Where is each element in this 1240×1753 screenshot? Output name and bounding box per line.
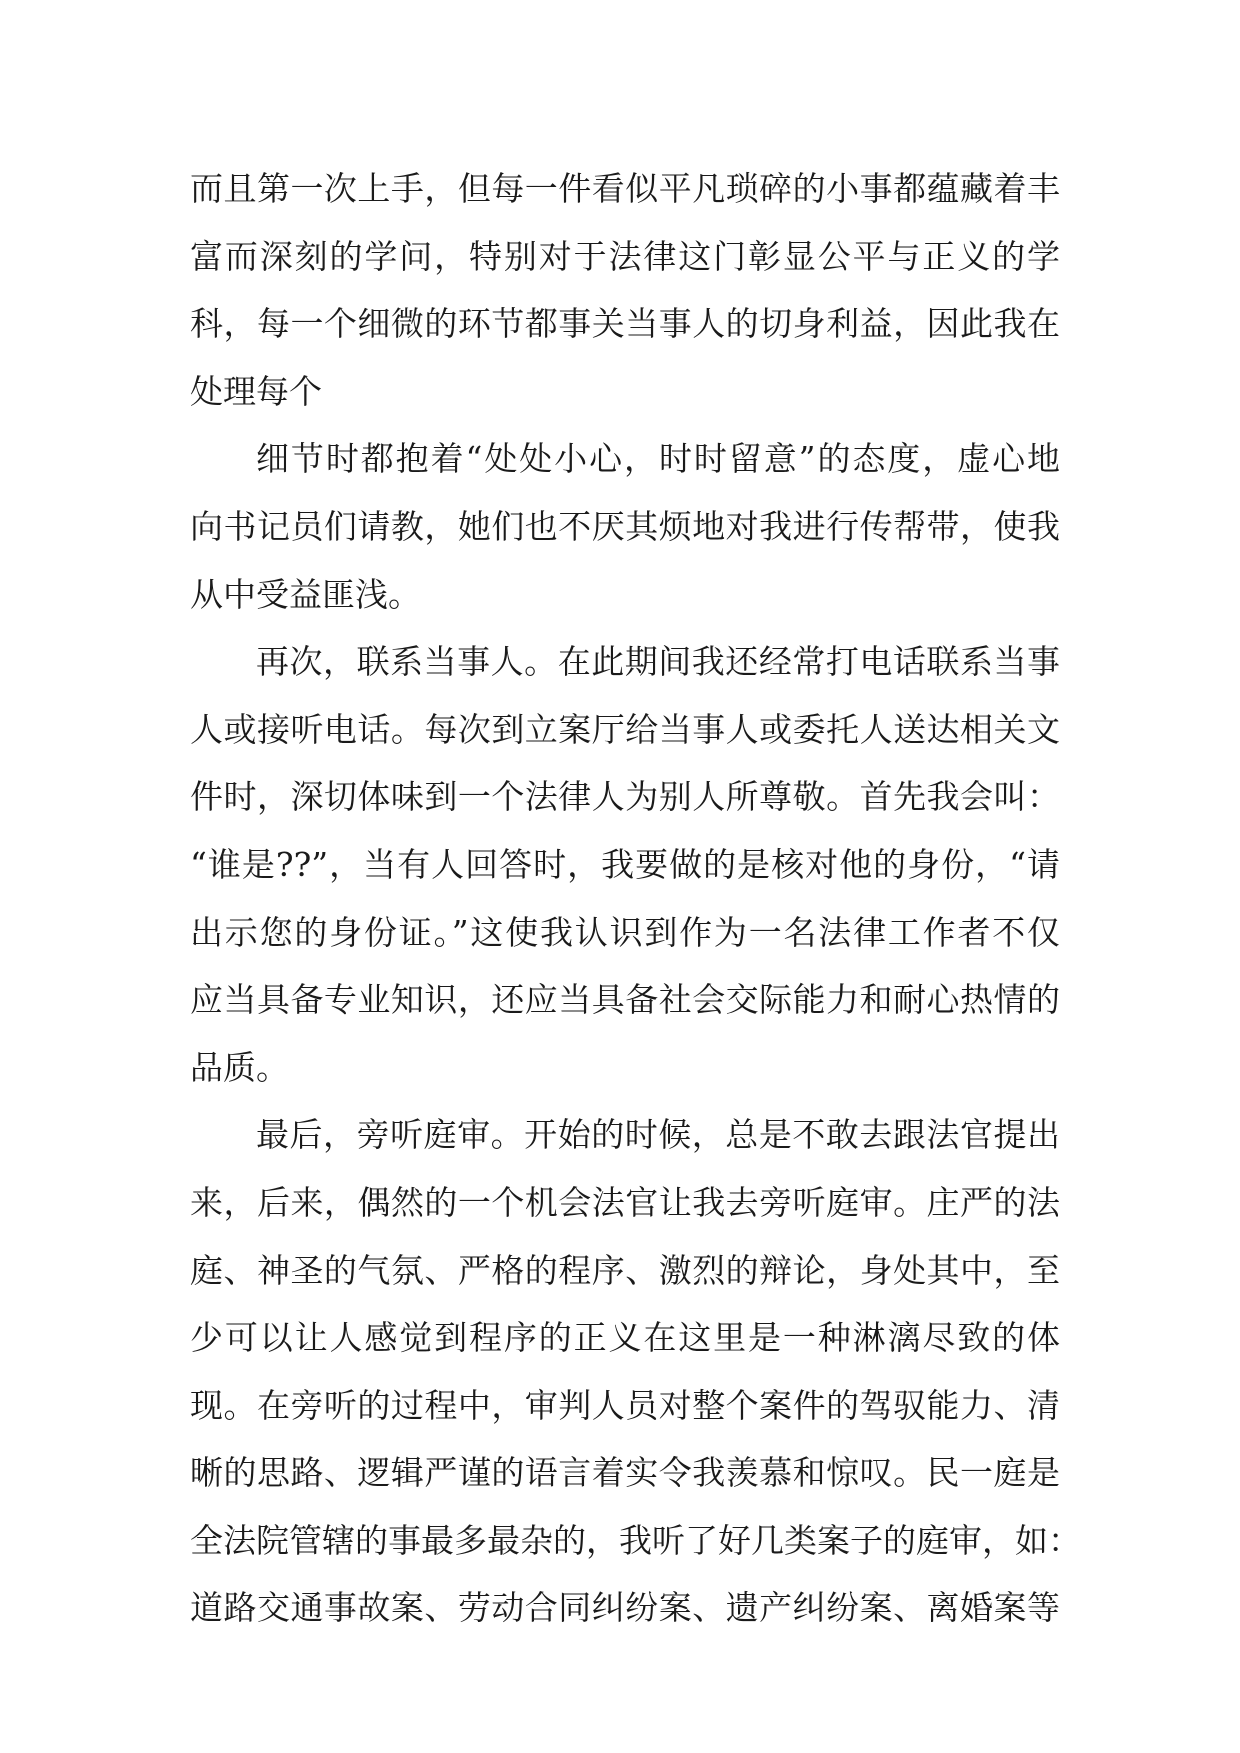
text-line: 应当具备专业知识，还应当具备社会交际能力和耐心热情的 [190,980,1060,1020]
paragraph [190,425,1060,628]
text-line: 出示您的身份证。”这使我认识到作为一名法律工作者不仅 [190,912,1060,952]
text-line: 晰的思路、逻辑严谨的语言着实令我羡慕和惊叹。民一庭是 [190,1453,1060,1493]
text-line: 道路交通事故案、劳动合同纠纷案、遗产纠纷案、离婚案等 [190,1588,1060,1628]
text-line: 最后，旁听庭审。开始的时候，总是不敢去跟法官提出 [256,1115,1060,1155]
text-line: 人或接听电话。每次到立案厅给当事人或委托人送达相关文 [190,709,1060,749]
text-line: 件时，深切体味到一个法律人为别人所尊敬。首先我会叫： [190,777,1060,817]
text-line: 庭、神圣的气氛、严格的程序、激烈的辩论，身处其中，至 [190,1250,1060,1290]
text-line: 处理每个 [190,371,322,411]
text-line: 富而深刻的学问，特别对于法律这门彰显公平与正义的学 [190,236,1060,276]
text-line: 从中受益匪浅。 [190,574,421,614]
text-line: 全法院管辖的事最多最杂的，我听了好几类案子的庭审，如： [190,1520,1081,1560]
text-line: 少可以让人感觉到程序的正义在这里是一种淋漓尽致的体 [190,1318,1060,1358]
text-line: 品质。 [190,1047,289,1087]
text-line: 向书记员们请教，她们也不厌其烦地对我进行传帮带，使我 [190,506,1060,546]
paragraph [190,628,1060,1101]
paragraph [190,1101,1081,1642]
text-line: 科，每一个细微的环节都事关当事人的切身利益，因此我在 [190,304,1060,344]
text-line: 而且第一次上手，但每一件看似平凡琐碎的小事都蕴藏着丰 [190,169,1060,208]
text-line: 再次，联系当事人。在此期间我还经常打电话联系当事 [256,642,1060,682]
paragraph [190,155,1060,425]
text-line: “谁是??”，当有人回答时，我要做的是核对他的身份，“请 [190,844,1060,884]
document-body [190,155,1081,1642]
text-line: 来，后来，偶然的一个机会法官让我去旁听庭审。庄严的法 [190,1182,1060,1222]
text-line: 现。在旁听的过程中，审判人员对整个案件的驾驭能力、清 [190,1385,1060,1425]
text-line: 细节时都抱着“处处小心，时时留意”的态度，虚心地 [256,439,1060,479]
